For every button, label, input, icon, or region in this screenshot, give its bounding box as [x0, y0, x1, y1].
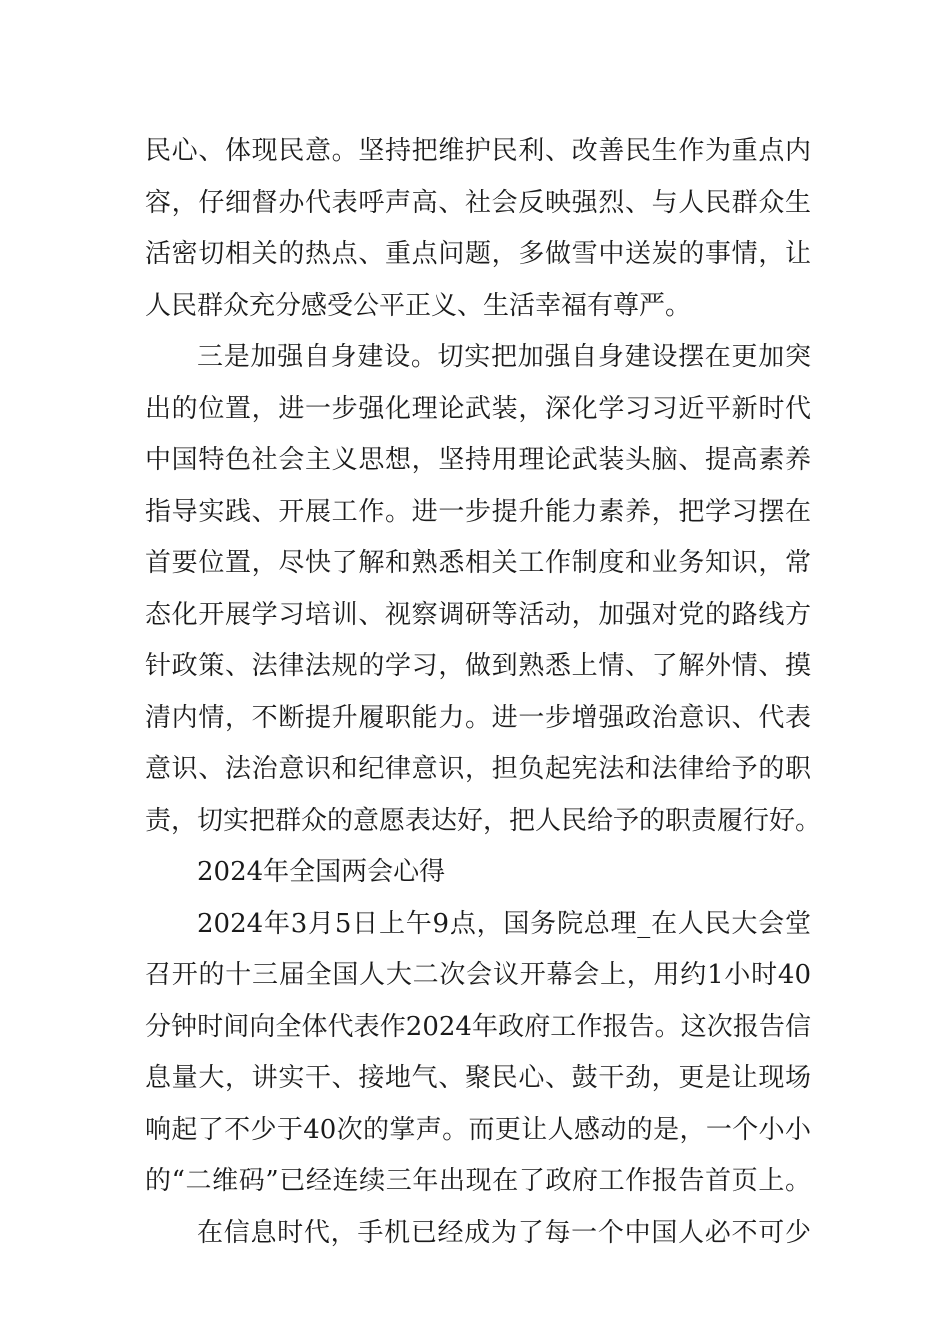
section-heading: 2024年全国两会心得	[197, 857, 446, 887]
text-line: 出的位置，进一步强化理论武装，深化学习习近平新时代	[145, 393, 811, 424]
text-line: 民心、体现民意。坚持把维护民利、改善民生作为重点内	[145, 136, 811, 166]
text-line: 责，切实把群众的意愿表达好，把人民给予的职责履行好。	[145, 805, 822, 836]
text-line: 中国特色社会主义思想，坚持用理论武装头脑、提高素养	[145, 445, 811, 475]
text-line: 态化开展学习培训、视察调研等活动，加强对党的路线方	[145, 599, 811, 630]
paragraph-start-line: 2024年3月5日上午9点，国务院总理_在人民大会堂	[197, 908, 811, 939]
text-line: 人民群众充分感受公平正义、生活幸福有尊严。	[145, 290, 692, 321]
text-line: 活密切相关的热点、重点问题，多做雪中送炭的事情，让	[145, 239, 811, 269]
paragraph-start-line: 在信息时代，手机已经成为了每一个中国人必不可少	[197, 1217, 811, 1248]
text-line: 清内情，不断提升履职能力。进一步增强政治意识、代表	[145, 702, 811, 733]
text-line: 针政策、法律法规的学习，做到熟悉上情、了解外情、摸	[145, 651, 811, 681]
text-line: 意识、法治意识和纪律意识，担负起宪法和法律给予的职	[145, 754, 811, 784]
text-line: 首要位置，尽快了解和熟悉相关工作制度和业务知识，常	[145, 548, 811, 578]
text-line: 的“二维码”已经连续三年出现在了政府工作报告首页上。	[145, 1166, 811, 1196]
text-line: 响起了不少于40次的掌声。而更让人感动的是，一个小小	[145, 1114, 811, 1145]
text-line: 容，仔细督办代表呼声高、社会反映强烈、与人民群众生	[145, 187, 811, 218]
text-line: 指导实践、开展工作。进一步提升能力素养，把学习摆在	[145, 496, 811, 527]
paragraph-start-line: 三是加强自身建设。切实把加强自身建设摆在更加突	[197, 342, 811, 372]
text-line: 息量大，讲实干、接地气、聚民心、鼓干劲，更是让现场	[145, 1063, 811, 1093]
text-line: 召开的十三届全国人大二次会议开幕会上，用约1小时40	[145, 960, 811, 990]
text-line: 分钟时间向全体代表作2024年政府工作报告。这次报告信	[145, 1011, 811, 1042]
document-body	[145, 126, 822, 1259]
